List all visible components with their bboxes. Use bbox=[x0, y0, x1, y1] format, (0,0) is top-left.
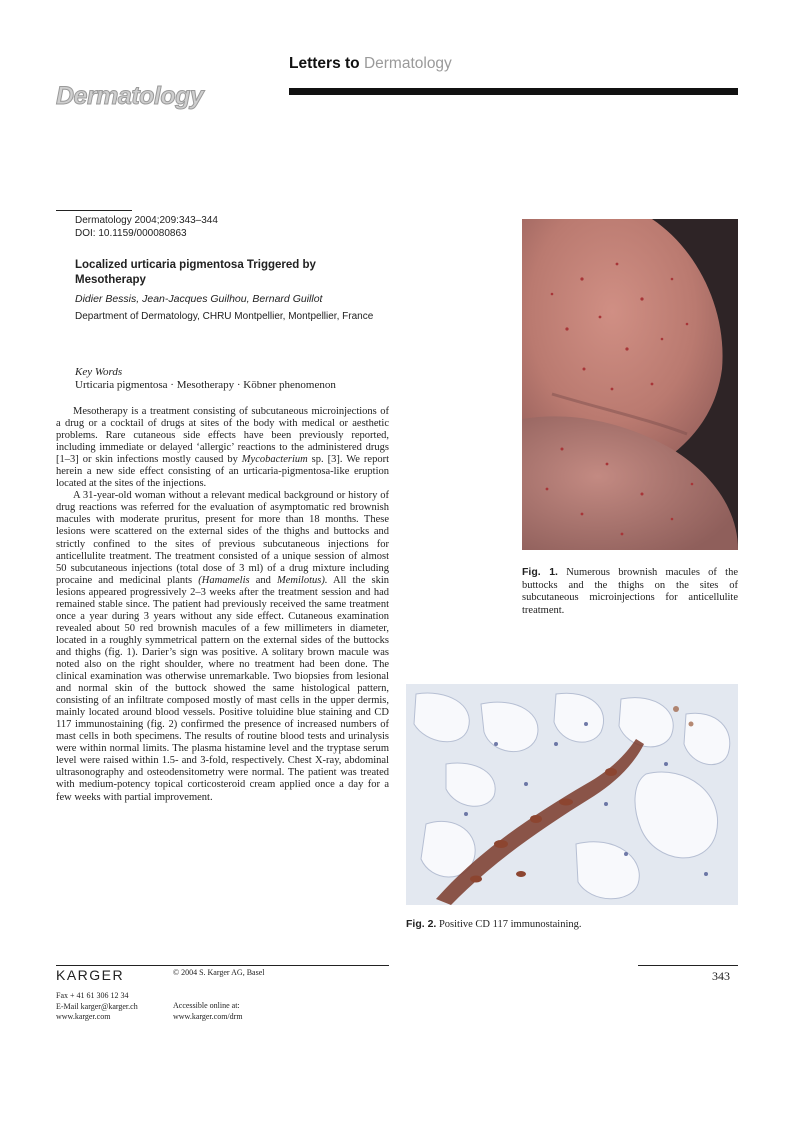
website-link[interactable]: www.karger.com bbox=[56, 1012, 111, 1021]
paragraph-2-italic-1: (Hamamelis bbox=[198, 574, 250, 586]
citation-journal: Dermatology 2004;209:343–344 bbox=[75, 215, 218, 226]
citation-doi: DOI: 10.1159/000080863 bbox=[75, 228, 187, 239]
paragraph-2-text-a: A 31-year-old woman without a relevant medical background or history of drug reactions was referred for the evaluation of asymptomatic red brownish macules with moderate pruritus, present for more than 18 months. These lesions were scattered on the external sides of the thighs and buttocks and strictly confined to the sites of previous subcutaneous injections for anticellulite treatment. The treatment consisted of a unique session of almost 50 subcutaneous injections (total dose of 3 ml) of a drug mixture including procaine and medicinal plants bbox=[56, 490, 389, 586]
online-access bbox=[173, 1001, 243, 1022]
paragraph-1 bbox=[56, 406, 389, 490]
paragraph-1-text-b: sp. [3]. We report herein a new side effect consisting of an urticaria-pigmentosa-like eruption located at the sites of the injections. bbox=[56, 454, 389, 490]
figure-1-label: Fig. 1. bbox=[522, 566, 558, 578]
paragraph-2-and: and bbox=[249, 574, 278, 586]
figure-2-caption-text: Positive CD 117 immunostaining. bbox=[436, 919, 582, 930]
footer-rule-left bbox=[56, 965, 389, 966]
article-body bbox=[56, 406, 389, 804]
figure-1-photo bbox=[522, 219, 738, 550]
online-url-link[interactable]: www.karger.com/drm bbox=[173, 1011, 243, 1021]
paragraph-2-italic-2: Memilotus). bbox=[277, 574, 328, 586]
article-authors: Didier Bessis, Jean-Jacques Guilhou, Bernard Guillot bbox=[75, 293, 323, 305]
figure-2-micrograph bbox=[406, 684, 738, 905]
paragraph-1-italic: Mycobacterium bbox=[241, 454, 308, 466]
publisher-logo: KARGER bbox=[56, 967, 125, 983]
keywords-list: Urticaria pigmentosa · Mesotherapy · Köbner phenomenon bbox=[75, 379, 336, 391]
paragraph-1-text-a: Mesotherapy is a treatment consisting of subcutaneous microinjections of a drug or a cocktail of drugs at sites of the body with medical or aesthetic problems. Rare cutaneous side effects have been previously reported, including immediate or delayed ‘allergic’ reactions to the administered drugs [1–3] or skin infections mostly caused by bbox=[56, 406, 389, 466]
citation bbox=[75, 214, 218, 240]
series-header-bold: Letters to bbox=[289, 55, 360, 72]
article-affiliation: Department of Dermatology, CHRU Montpellier, Montpellier, France bbox=[75, 311, 374, 322]
online-label: Accessible online at: bbox=[173, 1001, 240, 1010]
citation-rule bbox=[56, 210, 132, 211]
keywords-heading: Key Words bbox=[75, 366, 123, 378]
copyright: © 2004 S. Karger AG, Basel bbox=[173, 968, 265, 977]
article-title: Localized urticaria pigmentosa Triggered by Mesotherapy bbox=[75, 259, 316, 286]
paragraph-2 bbox=[56, 490, 389, 803]
header-rule bbox=[289, 88, 738, 95]
footer-rule-right bbox=[638, 965, 738, 966]
fax: Fax + 41 61 306 12 34 bbox=[56, 991, 129, 1000]
series-header bbox=[289, 55, 452, 73]
journal-logo: Dermatology bbox=[56, 82, 204, 110]
figure-1-caption-text: Numerous brownish macules of the buttocks and the thighs on the sites of subcutaneous microinjections for anticellulite treatment. bbox=[522, 567, 738, 616]
figure-1-caption bbox=[522, 566, 738, 617]
figure-2-caption bbox=[406, 918, 582, 930]
series-header-light: Dermatology bbox=[363, 55, 452, 72]
paragraph-2-text-b: All the skin lesions appeared progressively 2–3 weeks after the treatment session and had remained stable since. The patient had previously received the same treatment once a year during 3 years without any side effect. Cutaneous examination revealed about 50 red brownish macules of a few millimeters in diameter, located in a roughly symmetrical pattern on the external sides of the buttocks and thighs (fig. 1). Darier’s sign was positive. A solitary brown macule was noted also on the right shoulder, where no treatment had been done. The clinical examination was otherwise unremarkable. Two biopsies from lesional and normal skin of the buttock showed the same histological pattern, consisting of an infiltrate composed mostly of mast cells in the upper dermis, mainly located around blood vessels. Positive toluidine blue staining and CD 117 immunostaining (fig. 2) confirmed the presence of increased numbers of mast cells in both specimens. The results of routine blood tests and urinalysis were within normal limits. The plasma histamine level and the tryptase serum level were raised within 1.5- and 3-fold, respectively. Chest X-ray, abdominal ultrasonography and osteodensitometry were normal. The patient was treated with medium-potency topical corticosteroid cream applied once a day for a few weeks with partial improvement. bbox=[56, 574, 389, 803]
email-link[interactable]: E-Mail karger@karger.ch bbox=[56, 1001, 138, 1011]
figure-2-label: Fig. 2. bbox=[406, 918, 437, 930]
page-number: 343 bbox=[712, 969, 730, 983]
publisher-contact bbox=[56, 991, 138, 1023]
